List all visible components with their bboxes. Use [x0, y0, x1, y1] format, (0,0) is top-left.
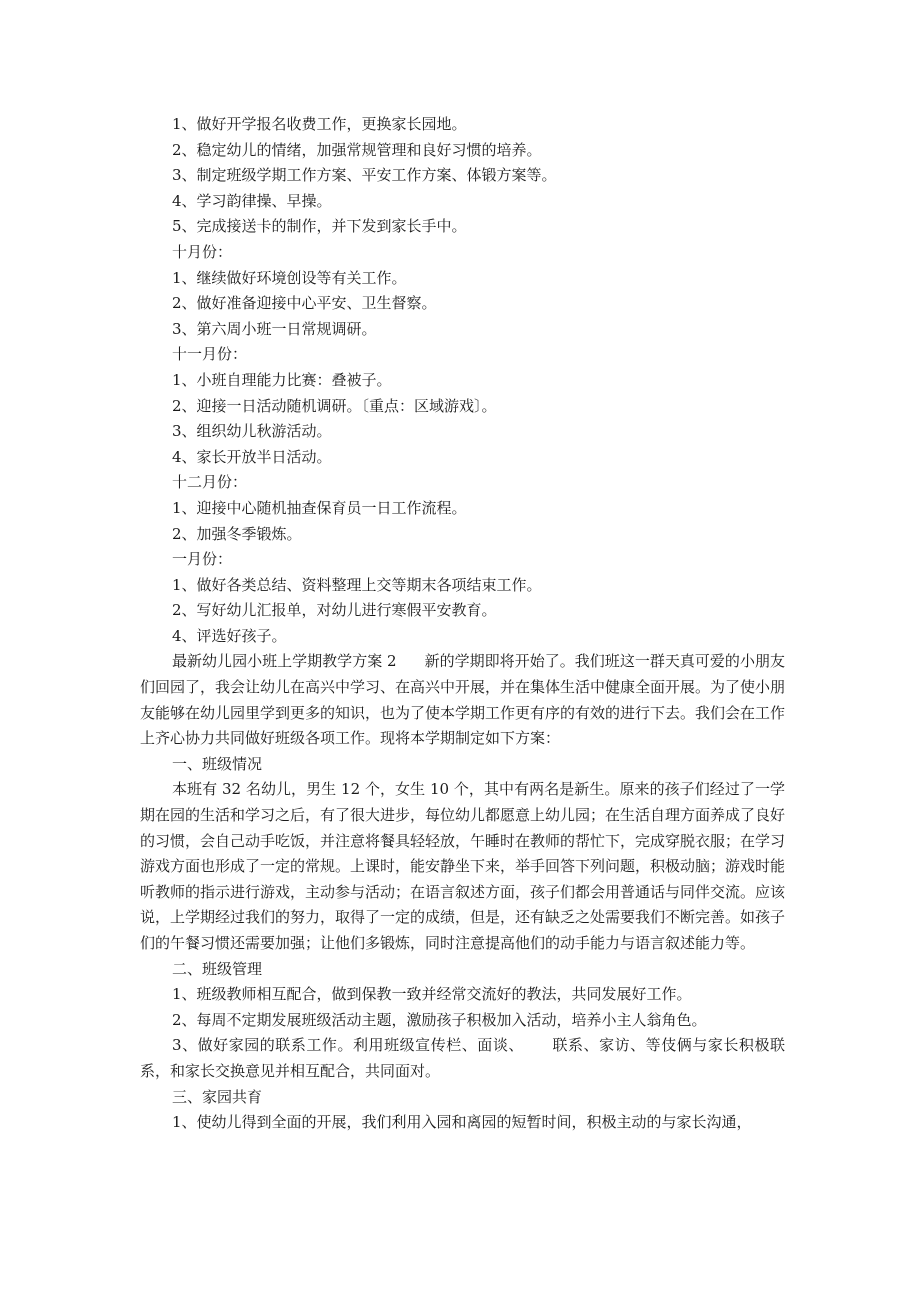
november-item-3: 3、组织幼儿秋游活动。 [172, 422, 332, 441]
section3-heading: 三、家园共育 [172, 1087, 263, 1106]
december-heading: 十二月份： [172, 473, 248, 492]
november-heading: 十一月份： [172, 345, 248, 364]
sep-item-3: 3、制定班级学期工作方案、平安工作方案、体锻方案等。 [172, 166, 557, 185]
january-item-3: 4、评选好孩子。 [172, 626, 287, 645]
november-item-1: 1、小班自理能力比赛：叠被子。 [172, 370, 392, 389]
december-item-1: 1、迎接中心随机抽查保育员一日工作流程。 [172, 498, 467, 517]
january-item-1: 1、做好各类总结、资料整理上交等期末各项结束工作。 [172, 575, 542, 594]
january-heading: 一月份： [172, 550, 233, 569]
plan2-intro-paragraph [140, 649, 785, 751]
section2-item-3 [140, 1033, 785, 1084]
january-item-2: 2、写好幼儿汇报单，对幼儿进行寒假平安教育。 [172, 601, 497, 620]
section1-body: 本班有 32 名幼儿，男生 12 个，女生 10 个，其中有两名是新生。原来的孩子们经过了一学期在园的生活和学习之后，有了很大进步，每位幼儿都愿意上幼儿园；在生活自理方面养成了良好的习惯，会自己动手吃饭，并注意将餐具轻轻放，午睡时在教师的帮忙下，完成穿脱衣服；在学习游戏方面也形成了一定的常规。上课时，能安静坐下来，举手回答下列问题，积极动脑；游戏时能听教师的指示进行游戏，主动参与活动；在语言叙述方面，孩子们都会用普通话与同伴交流。应该说，上学期经过我们的努力，取得了一定的成绩，但是，还有缺乏之处需要我们不断完善。如孩子们的午餐习惯还需要加强；让他们多锻炼，同时注意提高他们的动手能力与语言叙述能力等。 [140, 780, 786, 952]
sep-item-2: 2、稳定幼儿的情绪，加强常规管理和良好习惯的培养。 [172, 140, 542, 159]
section2-item-3-part-b: 联系、家访、等伎俩与家长积极联系，和家长交换意见并相互配合，共同面对。 [140, 1036, 785, 1080]
october-item-2: 2、做好准备迎接中心平安、卫生督察。 [172, 294, 437, 313]
plan2-title: 最新幼儿园小班上学期教学方案 2 [172, 652, 397, 671]
sep-item-4: 4、学习韵律操、早操。 [172, 191, 332, 210]
plan2-intro: 新的学期即将开始了。我们班这一群天真可爱的小朋友们回园了，我会让幼儿在高兴中学习、在高兴中开展，并在集体生活中健康全面开展。为了使小朋友能够在幼儿园里学到更多的知识，也为了使本学期工作更有序的有效的进行下去。我们会在工作上齐心协力共同做好班级各项工作。现将本学期制定如下方案： [140, 652, 786, 748]
october-item-3: 3、第六周小班一日常规调研。 [172, 319, 377, 338]
october-heading: 十月份： [172, 242, 233, 261]
sep-item-1: 1、做好开学报名收费工作，更换家长园地。 [172, 115, 467, 133]
section2-item-1: 1、班级教师相互配合，做到保教一致并经常交流好的教法，共同发展好工作。 [172, 985, 692, 1004]
october-item-1: 1、继续做好环境创设等有关工作。 [172, 268, 407, 287]
december-item-2: 2、加强冬季锻炼。 [172, 524, 302, 543]
document-body [140, 112, 785, 1136]
sep-item-5: 5、完成接送卡的制作，并下发到家长手中。 [172, 217, 467, 236]
november-item-2: 2、迎接一日活动随机调研。〔重点：区域游戏〕。 [172, 396, 497, 415]
section2-heading: 二、班级管理 [172, 959, 263, 978]
section3-item-1: 1、使幼儿得到全面的开展，我们利用入园和离园的短暂时间，积极主动的与家长沟通， [172, 1113, 752, 1132]
section2-item-3-part-a: 3、做好家园的联系工作。利用班级宣传栏、面谈、 [172, 1036, 524, 1055]
section1-heading: 一、班级情况 [172, 754, 263, 773]
section2-item-2: 2、每周不定期发展班级活动主题，激励孩子积极加入活动，培养小主人翁角色。 [172, 1010, 707, 1029]
november-item-4: 4、家长开放半日活动。 [172, 447, 332, 466]
